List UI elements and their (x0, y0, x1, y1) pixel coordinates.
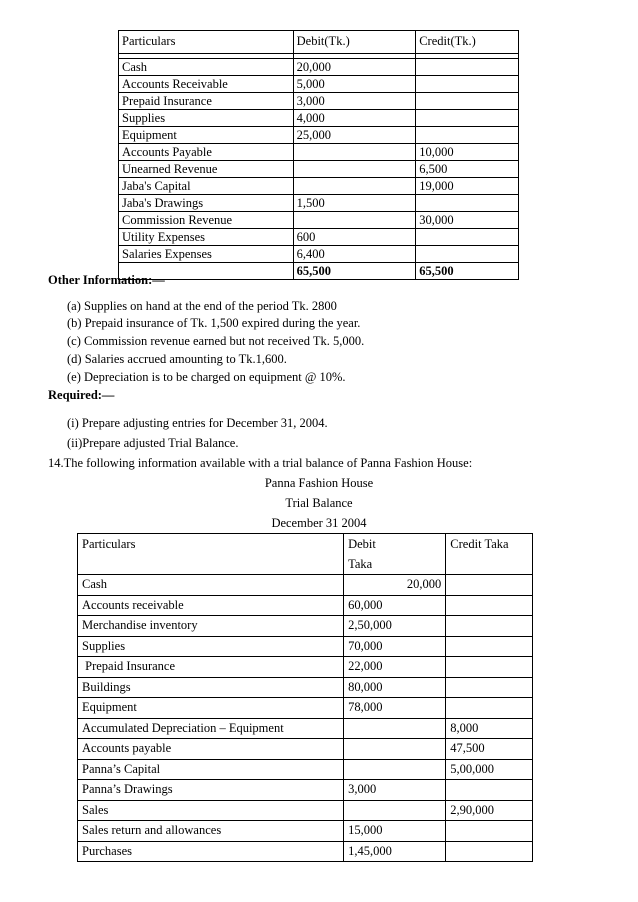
question-14-intro: 14.The following information available with a trial balance of Panna Fashion House: (48, 456, 473, 470)
row-debit (344, 718, 446, 739)
row-particular: Prepaid Insurance (78, 657, 344, 678)
row-debit: 3,000 (293, 93, 416, 110)
required-item-ii: (ii)Prepare adjusted Trial Balance. (67, 436, 239, 450)
row-particular: Sales (78, 800, 344, 821)
row-particular: Unearned Revenue (119, 161, 294, 178)
table-row (78, 595, 533, 616)
table-row (119, 212, 519, 229)
row-particular: Cash (119, 59, 294, 76)
row-particular: Purchases (78, 841, 344, 862)
row-credit (416, 110, 519, 127)
table-row (119, 93, 519, 110)
table-header-row (78, 534, 533, 575)
row-particular: Accounts Receivable (119, 76, 294, 93)
table-row (119, 178, 519, 195)
table-row (78, 657, 533, 678)
table-header-row (119, 31, 519, 54)
statement-date: December 31 2004 (271, 516, 367, 530)
row-particular: Jaba's Drawings (119, 195, 294, 212)
row-debit (293, 178, 416, 195)
row-credit: 8,000 (446, 718, 533, 739)
table-row (119, 59, 519, 76)
row-debit (344, 800, 446, 821)
table-row (78, 739, 533, 760)
row-debit: 5,000 (293, 76, 416, 93)
row-credit (446, 698, 533, 719)
row-debit (293, 212, 416, 229)
total-credit: 65,500 (416, 263, 519, 280)
row-particular: Sales return and allowances (78, 821, 344, 842)
row-credit (416, 59, 519, 76)
row-credit: 19,000 (416, 178, 519, 195)
row-particular: Utility Expenses (119, 229, 294, 246)
row-particular: Accounts payable (78, 739, 344, 760)
row-particular: Cash (78, 575, 344, 596)
row-particular: Equipment (78, 698, 344, 719)
row-debit (344, 759, 446, 780)
row-particular: Prepaid Insurance (119, 93, 294, 110)
row-particular: Equipment (119, 127, 294, 144)
other-info-item-e: (e) Depreciation is to be charged on equipment @ 10%. (67, 370, 346, 384)
other-info-item-a: (a) Supplies on hand at the end of the period Tk. 2800 (67, 299, 337, 313)
table-row (78, 780, 533, 801)
row-credit: 5,00,000 (446, 759, 533, 780)
row-credit (416, 195, 519, 212)
row-debit: 22,000 (344, 657, 446, 678)
row-credit: 47,500 (446, 739, 533, 760)
row-credit (446, 821, 533, 842)
row-debit: 78,000 (344, 698, 446, 719)
row-particular: Accounts receivable (78, 595, 344, 616)
table-row (119, 229, 519, 246)
header-credit: Credit(Tk.) (416, 31, 519, 54)
row-particular: Salaries Expenses (119, 246, 294, 263)
row-credit (416, 246, 519, 263)
table-row (119, 144, 519, 161)
other-info-item-c: (c) Commission revenue earned but not received Tk. 5,000. (67, 334, 365, 348)
header-debit: Debit(Tk.) (293, 31, 416, 54)
row-debit: 1,500 (293, 195, 416, 212)
row-credit (446, 595, 533, 616)
table-row (78, 800, 533, 821)
row-particular: Buildings (78, 677, 344, 698)
row-credit (416, 127, 519, 144)
row-credit (446, 657, 533, 678)
row-particular: Panna’s Capital (78, 759, 344, 780)
row-particular: Accounts Payable (119, 144, 294, 161)
row-debit: 1,45,000 (344, 841, 446, 862)
row-credit (446, 841, 533, 862)
table-row (119, 76, 519, 93)
table-row (119, 127, 519, 144)
table-row (78, 636, 533, 657)
row-particular: Panna’s Drawings (78, 780, 344, 801)
table-row (78, 759, 533, 780)
row-credit (446, 780, 533, 801)
company-name: Panna Fashion House (264, 476, 374, 490)
row-debit: 20,000 (344, 575, 446, 596)
header-debit (344, 534, 446, 575)
row-credit: 6,500 (416, 161, 519, 178)
other-info-item-b: (b) Prepaid insurance of Tk. 1,500 expired during the year. (67, 316, 361, 330)
row-debit: 15,000 (344, 821, 446, 842)
row-credit (416, 229, 519, 246)
table-row (119, 161, 519, 178)
row-credit (446, 575, 533, 596)
row-particular: Merchandise inventory (78, 616, 344, 637)
table-row (119, 195, 519, 212)
table-row (78, 718, 533, 739)
row-debit: 6,400 (293, 246, 416, 263)
row-particular: Commission Revenue (119, 212, 294, 229)
total-row (119, 263, 519, 280)
row-debit (344, 739, 446, 760)
row-debit: 4,000 (293, 110, 416, 127)
header-particulars: Particulars (78, 534, 344, 575)
row-credit (416, 93, 519, 110)
row-debit: 2,50,000 (344, 616, 446, 637)
table-row (78, 616, 533, 637)
table-row (119, 246, 519, 263)
row-particular: Accumulated Depreciation – Equipment (78, 718, 344, 739)
table-row (78, 698, 533, 719)
row-credit: 2,90,000 (446, 800, 533, 821)
row-debit (293, 161, 416, 178)
other-info-item-d: (d) Salaries accrued amounting to Tk.1,600. (67, 352, 287, 366)
header-debit-line2: Taka (348, 557, 373, 571)
table-row (119, 110, 519, 127)
row-debit: 60,000 (344, 595, 446, 616)
row-credit: 30,000 (416, 212, 519, 229)
row-credit: 10,000 (416, 144, 519, 161)
table-row (78, 677, 533, 698)
header-debit-line1: Debit (348, 537, 376, 551)
row-debit: 20,000 (293, 59, 416, 76)
required-heading: Required:— (48, 388, 115, 402)
row-credit (446, 616, 533, 637)
header-particulars: Particulars (119, 31, 294, 54)
row-debit (293, 144, 416, 161)
row-particular: Supplies (78, 636, 344, 657)
total-debit: 65,500 (293, 263, 416, 280)
row-debit: 80,000 (344, 677, 446, 698)
row-particular: Supplies (119, 110, 294, 127)
trial-balance-table-jaba (118, 30, 519, 280)
row-debit: 70,000 (344, 636, 446, 657)
row-particular: Jaba's Capital (119, 178, 294, 195)
row-credit (446, 636, 533, 657)
table-row (78, 841, 533, 862)
required-item-i: (i) Prepare adjusting entries for December 31, 2004. (67, 416, 328, 430)
row-credit (446, 677, 533, 698)
row-debit: 600 (293, 229, 416, 246)
statement-title: Trial Balance (285, 496, 353, 510)
other-information-heading: Other Information:— (48, 273, 165, 287)
trial-balance-table-panna (77, 533, 533, 862)
header-credit: Credit Taka (446, 534, 533, 575)
row-debit: 25,000 (293, 127, 416, 144)
row-credit (416, 76, 519, 93)
table-row (78, 821, 533, 842)
row-debit: 3,000 (344, 780, 446, 801)
table-row (78, 575, 533, 596)
